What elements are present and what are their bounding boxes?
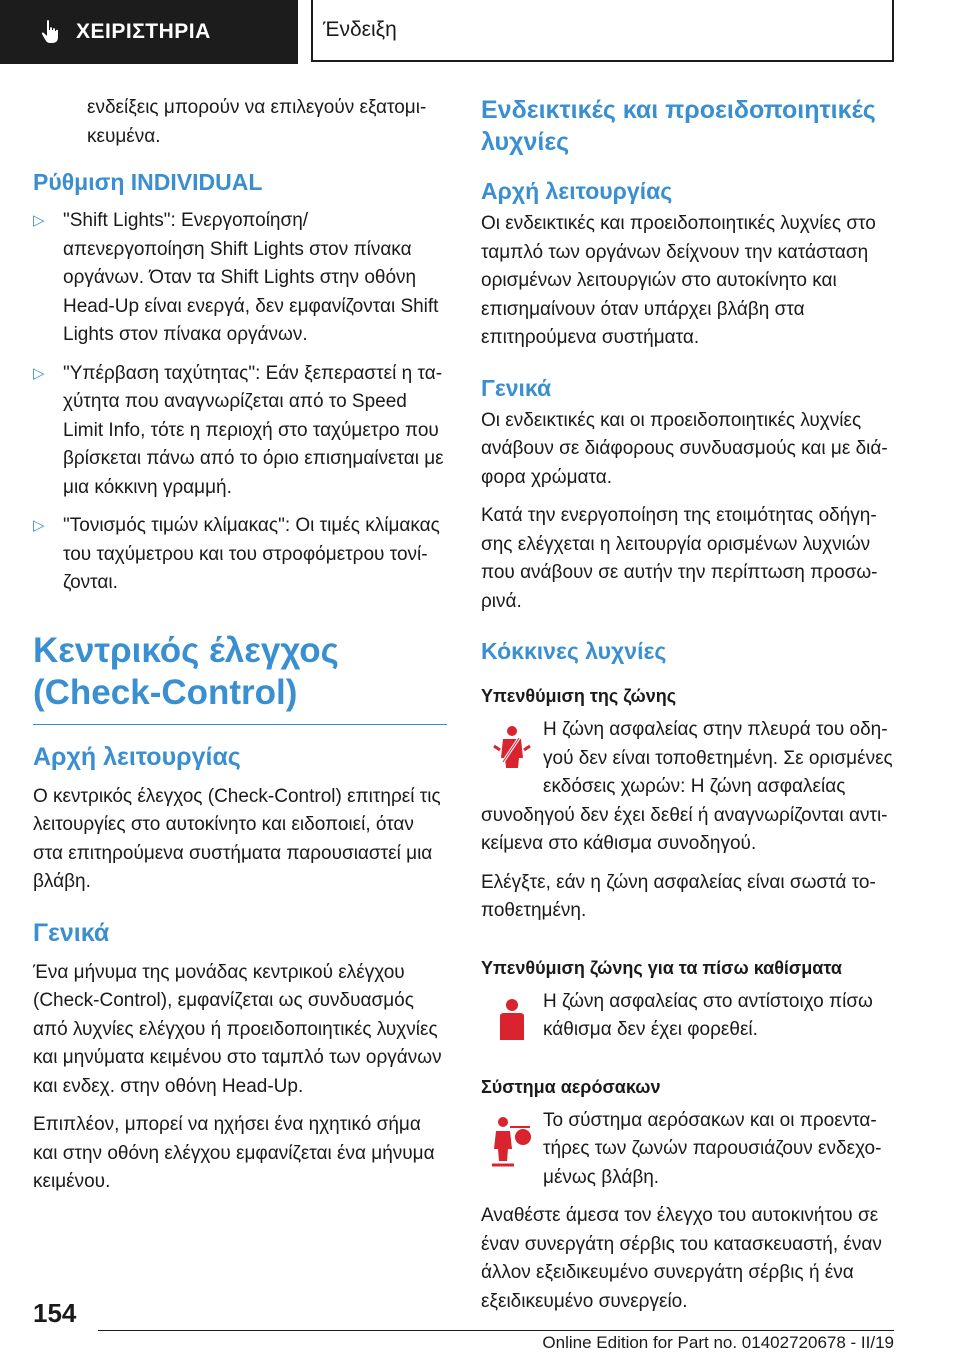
header-section-title: ΧΕΙΡΙΣΤΗΡΙΑ	[76, 20, 211, 43]
check-control-heading: Κεντρικός έλεγχος (Check-Control)	[33, 630, 339, 712]
general-heading: Γενικά	[481, 374, 552, 401]
rear-seatbelt-text: Η ζώνη ασφαλείας στο αντίστοιχο πίσω κάθισμα δεν έχει φορεθεί.	[543, 990, 873, 1040]
footer-divider	[98, 1330, 894, 1331]
triangle-right-icon: ▷	[33, 364, 45, 382]
seatbelt-reminder-row	[481, 716, 896, 802]
airbag-heading: Σύστημα αερόσακων	[481, 1076, 661, 1097]
general-text-2: Κατά την ενεργοποίηση της ετοιμότητας οδήγησης ελέγχεται η λειτουργία ορισμένων λυχνιών που ανάβουν σε αυτήν την περίπτωση προσωρινά.	[481, 505, 878, 612]
individual-bullet-list	[33, 207, 447, 598]
header-section-tab	[0, 0, 298, 64]
airbag-text: Το σύστημα αερόσακων και οι προεντατήρες των ζωνών παρουσιάζουν ενδεχομένως βλάβη.	[543, 1109, 882, 1188]
right-column	[481, 94, 896, 1326]
airbag-text-2: Αναθέστε άμεσα τον έλεγχο του αυτοκινήτου σε έναν συνεργάτη σέρβις του κατασκευαστή, έναν άλλον εξειδικευμένο συνεργάτη σέρβις ή ένα εξειδικευμένο συνεργείο.	[481, 1205, 882, 1312]
seatbelt-reminder-heading: Υπενθύμιση της ζώνης	[481, 686, 677, 706]
airbag-row	[481, 1107, 896, 1193]
list-item: ▷ "Υπέρβαση ταχύτητας": Εάν ξεπεραστεί η ταχύτητα που αναγνωρίζεται από το Speed Limit Info, τότε η περιοχή στο ταχύμετρο που βρίσκεται πάνω από το όριο επισημαίνεται με μια κόκκινη γραμμή.	[33, 360, 447, 503]
principle-text: Ο κεντρικός έλεγχος (Check-Control) επιτηρεί τις λειτουργίες στο αυτοκίνητο και ειδοποιεί, όταν στα επιτηρούμενα συστήματα παρουσιαστεί μια βλάβη.	[33, 785, 441, 892]
general-heading: Γενικά	[33, 918, 110, 947]
triangle-right-icon: ▷	[33, 212, 45, 229]
left-column	[33, 94, 447, 1207]
heading-divider	[33, 724, 447, 725]
rear-seatbelt-heading: Υπενθύμιση ζώνης για τα πίσω καθίσματα	[481, 957, 842, 978]
principle-heading: Αρχή λειτουργίας	[481, 178, 673, 204]
page-number: 154	[33, 1298, 77, 1328]
red-lights-heading: Κόκκινες λυχνίες	[481, 638, 667, 664]
general-text-2: Επιπλέον, μπορεί να ηχήσει ένα ηχητικό σήμα και στην οθόνη ελέγχου εμφανίζεται ένα μήνυμα κειμένου.	[33, 1114, 435, 1192]
header-topic-tab	[311, 0, 894, 62]
hand-pointer-icon	[40, 19, 62, 45]
header-topic-title: Ένδειξη	[323, 18, 397, 41]
indicator-lights-heading: Ενδεικτικές και προειδοποιητικές λυχνίες	[481, 96, 876, 156]
footer-edition: Online Edition for Part no. 01402720678 - II/19	[542, 1333, 894, 1352]
general-text-1: Ένα μήνυμα της μονάδας κεντρικού ελέγχου (Check-Control), εμφανίζεται ως συνδυασμός από λυχνίες ελέγχου ή προειδοποιητικές λυχνίες και μηνύματα κειμένου στο ταμπλό των οργάνων και ενδεχ. στην οθόνη Head-Up.	[33, 961, 442, 1097]
seatbelt-text-c: Ελέγξτε, εάν η ζώνη ασφαλείας είναι σωστά τοποθετημένη.	[481, 871, 876, 921]
list-item: ▷ "Shift Lights": Ενεργοποίηση/απενεργοποίηση Shift Lights στον πίνακα οργάνων. Όταν τα Shift Lights στην οθόνη Head-Up είναι ενεργά, δεν εμφανίζονται Shift Lights στον πίνακα οργάνων.	[33, 207, 447, 350]
seatbelt-text-b: συνοδηγού δεν έχει δεθεί ή αναγνωρίζονται αντικείμενα στο κάθισμα συνοδηγού.	[481, 804, 888, 854]
seatbelt-text-a: Η ζώνη ασφαλείας στην πλευρά του οδηγού δεν είναι τοποθετημένη. Σε ορισμένες εκδόσεις χωρών: Η ζώνη ασφαλείας	[543, 719, 893, 797]
rear-seatbelt-row	[481, 988, 896, 1045]
intro-text: ενδείξεις μπορούν να επιλεγούν εξατομικευμένα.	[87, 97, 427, 147]
principle-text: Οι ενδεικτικές και προειδοποιητικές λυχνίες στο ταμπλό των οργάνων δείχνουν την κατάσταση ορισμένων λειτουργιών στο αυτοκίνητο και επισημαίνουν όταν υπάρχει βλάβη στα επιτηρούμενα συστήματα.	[481, 213, 876, 348]
list-item: ▷ "Τονισμός τιμών κλίμακας": Οι τιμές κλίμακας του ταχύμετρου και του στροφόμετρου τονίζονται.	[33, 512, 447, 598]
triangle-right-icon: ▷	[33, 517, 45, 534]
principle-heading: Αρχή λειτουργίας	[33, 742, 241, 771]
individual-heading: Ρύθμιση INDIVIDUAL	[33, 169, 263, 195]
airbag-warning-icon	[490, 1115, 534, 1167]
general-text-1: Οι ενδεικτικές και οι προειδοποιητικές λυχνίες ανάβουν σε διάφορους συνδυασμούς και με διάφορα χρώματα.	[481, 409, 888, 488]
seatbelt-warning-icon	[492, 724, 532, 772]
rear-seat-occupant-icon	[492, 996, 532, 1044]
